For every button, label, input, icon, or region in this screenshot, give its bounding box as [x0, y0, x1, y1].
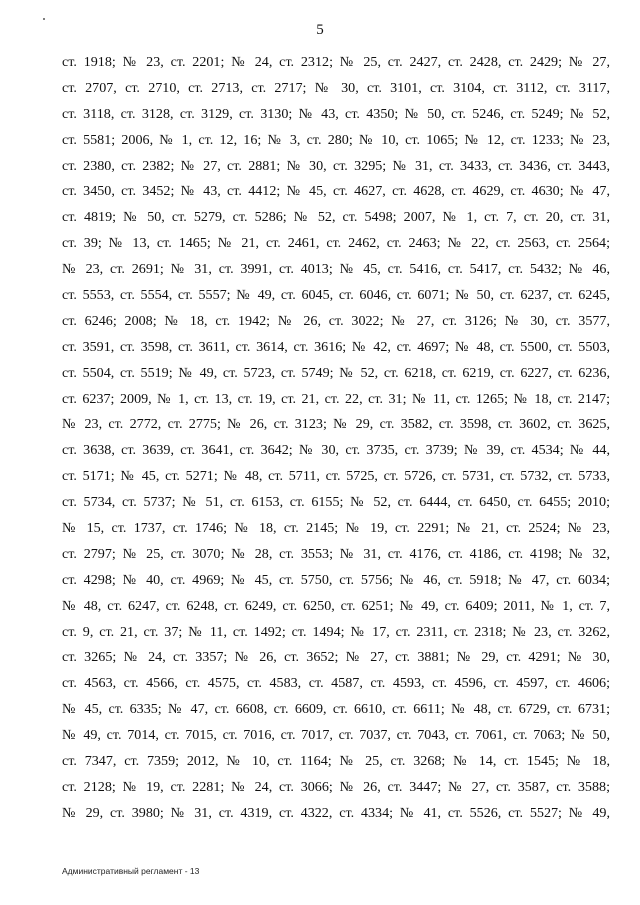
text-line: ст. 5171; № 45, ст. 5271; № 48, ст. 5711, ст. 5725, ст. 5726, ст. 5731, ст. 5732, ст. 5733, [62, 468, 610, 485]
text-line: ст. 5734, ст. 5737; № 51, ст. 6153, ст. 6155; № 52, ст. 6444, ст. 6450, ст. 6455; 2010; [62, 494, 610, 511]
text-line: ст. 4819; № 50, ст. 5279, ст. 5286; № 52, ст. 5498; 2007, № 1, ст. 7, ст. 20, ст. 31, [62, 209, 610, 226]
text-line: ст. 2797; № 25, ст. 3070; № 28, ст. 3553; № 31, ст. 4176, ст. 4186, ст. 4198; № 32, [62, 545, 610, 562]
text-line: ст. 5581; 2006, № 1, ст. 12, 16; № 3, ст. 280; № 10, ст. 1065; № 12, ст. 1233; № 23, [62, 131, 610, 148]
text-line: № 49, ст. 7014, ст. 7015, ст. 7016, ст. 7017, ст. 7037, ст. 7043, ст. 7061, ст. 7063; № 50, [62, 727, 610, 744]
text-line: № 45, ст. 6335; № 47, ст. 6608, ст. 6609, ст. 6610, ст. 6611; № 48, ст. 6729, ст. 6731; [62, 701, 610, 718]
text-line: ст. 3450, ст. 3452; № 43, ст. 4412; № 45, ст. 4627, ст. 4628, ст. 4629, ст. 4630; № 47, [62, 183, 610, 200]
text-line: ст. 2128; № 19, ст. 2281; № 24, ст. 3066; № 26, ст. 3447; № 27, ст. 3587, ст. 3588; [62, 778, 610, 795]
text-line: ст. 5553, ст. 5554, ст. 5557; № 49, ст. 6045, ст. 6046, ст. 6071; № 50, ст. 6237, ст. 6245, [62, 287, 610, 304]
text-line: ст. 6246; 2008; № 18, ст. 1942; № 26, ст. 3022; № 27, ст. 3126; № 30, ст. 3577, [62, 312, 610, 329]
text-line: ст. 4563, ст. 4566, ст. 4575, ст. 4583, ст. 4587, ст. 4593, ст. 4596, ст. 4597, ст. 4606; [62, 675, 610, 692]
page-number: 5 [316, 22, 324, 38]
text-line: ст. 5504, ст. 5519; № 49, ст. 5723, ст. 5749; № 52, ст. 6218, ст. 6219, ст. 6227, ст. 6236, [62, 364, 610, 381]
text-line: ст. 6237; 2009, № 1, ст. 13, ст. 19, ст. 21, ст. 22, ст. 31; № 11, ст. 1265; № 18, ст. 2147; [62, 390, 610, 407]
text-line: № 23, ст. 2691; № 31, ст. 3991, ст. 4013; № 45, ст. 5416, ст. 5417, ст. 5432; № 46, [62, 261, 610, 278]
scan-artifact [43, 18, 45, 20]
text-line: ст. 9, ст. 21, ст. 37; № 11, ст. 1492; ст. 1494; № 17, ст. 2311, ст. 2318; № 23, ст. 3262, [62, 623, 610, 640]
text-line: ст. 39; № 13, ст. 1465; № 21, ст. 2461, ст. 2462, ст. 2463; № 22, ст. 2563, ст. 2564; [62, 235, 610, 252]
text-line: № 48, ст. 6247, ст. 6248, ст. 6249, ст. 6250, ст. 6251; № 49, ст. 6409; 2011, № 1, ст. 7, [62, 597, 610, 614]
document-body [62, 50, 610, 827]
text-line: ст. 3118, ст. 3128, ст. 3129, ст. 3130; № 43, ст. 4350; № 50, ст. 5246, ст. 5249; № 52, [62, 105, 610, 122]
text-line: ст. 2707, ст. 2710, ст. 2713, ст. 2717; № 30, ст. 3101, ст. 3104, ст. 3112, ст. 3117, [62, 79, 610, 96]
text-line: ст. 1918; № 23, ст. 2201; № 24, ст. 2312; № 25, ст. 2427, ст. 2428, ст. 2429; № 27, [62, 54, 610, 70]
text-line: ст. 3591, ст. 3598, ст. 3611, ст. 3614, ст. 3616; № 42, ст. 4697; № 48, ст. 5500, ст. 5503, [62, 338, 610, 355]
text-line: № 29, ст. 3980; № 31, ст. 4319, ст. 4322, ст. 4334; № 41, ст. 5526, ст. 5527; № 49, [62, 804, 610, 821]
text-line: № 15, ст. 1737, ст. 1746; № 18, ст. 2145; № 19, ст. 2291; № 21, ст. 2524; № 23, [62, 520, 610, 537]
text-line: № 23, ст. 2772, ст. 2775; № 26, ст. 3123; № 29, ст. 3582, ст. 3598, ст. 3602, ст. 3625, [62, 416, 610, 433]
text-line: ст. 4298; № 40, ст. 4969; № 45, ст. 5750, ст. 5756; № 46, ст. 5918; № 47, ст. 6034; [62, 571, 610, 588]
text-line: ст. 3265; № 24, ст. 3357; № 26, ст. 3652; № 27, ст. 3881; № 29, ст. 4291; № 30, [62, 649, 610, 666]
page-footer: Административный регламент - 13 [62, 866, 200, 876]
text-line: ст. 3638, ст. 3639, ст. 3641, ст. 3642; № 30, ст. 3735, ст. 3739; № 39, ст. 4534; № 44, [62, 442, 610, 459]
text-line: ст. 7347, ст. 7359; 2012, № 10, ст. 1164; № 25, ст. 3268; № 14, ст. 1545; № 18, [62, 753, 610, 770]
text-line: ст. 2380, ст. 2382; № 27, ст. 2881; № 30, ст. 3295; № 31, ст. 3433, ст. 3436, ст. 3443, [62, 157, 610, 174]
